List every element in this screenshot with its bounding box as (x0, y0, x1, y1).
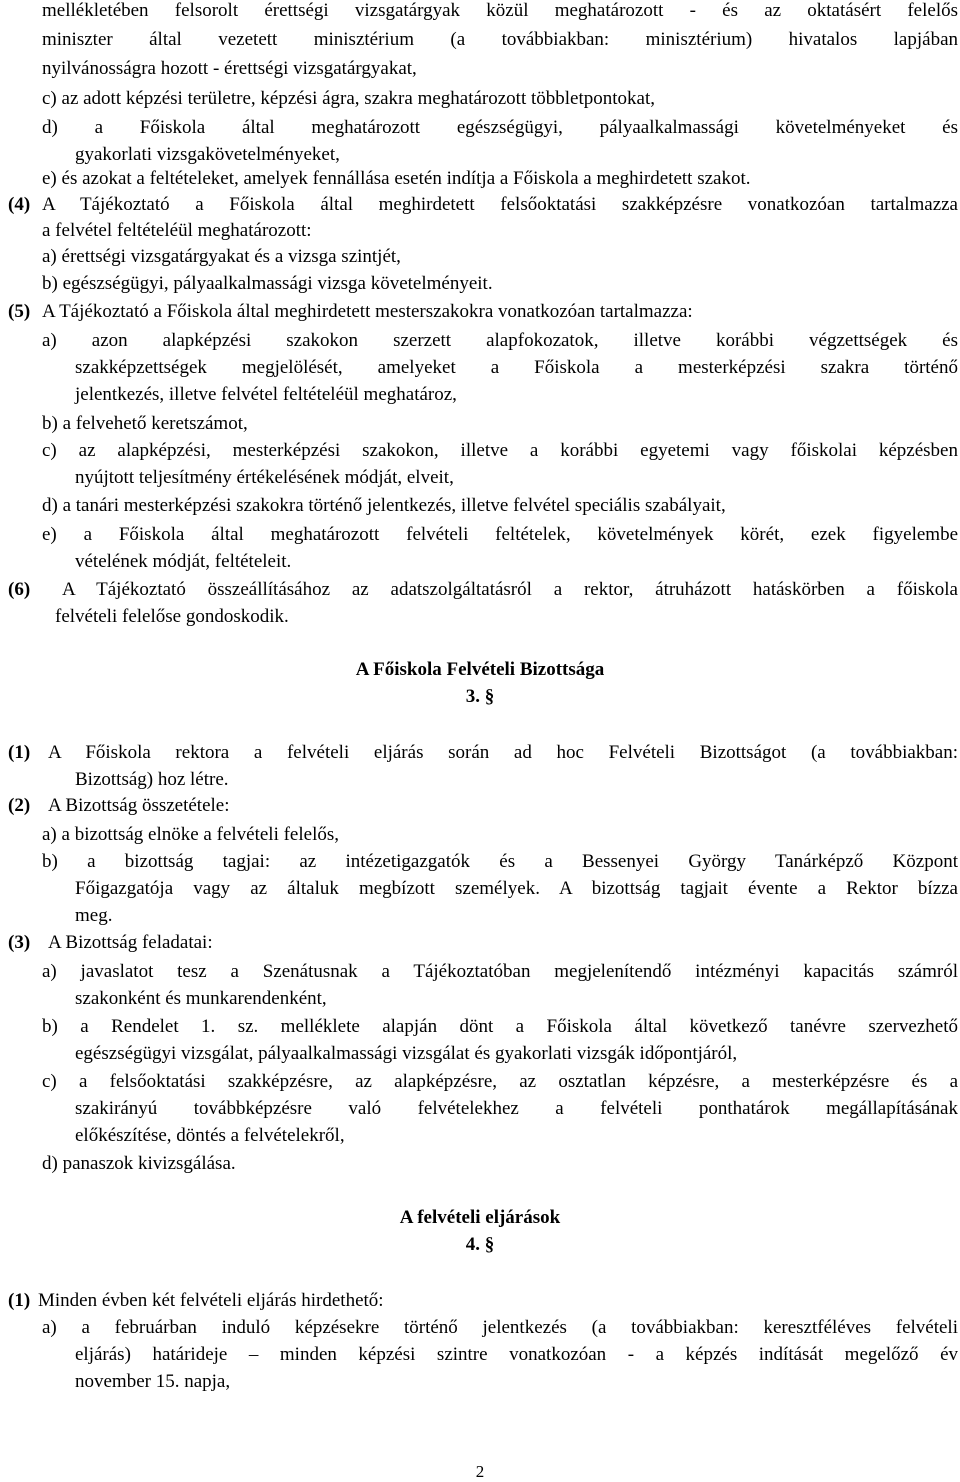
list-item: a) a bizottság elnöke a felvételi felelős, (42, 824, 340, 845)
text-line: A Bizottság feladatai: (48, 932, 213, 953)
section-heading: A Főiskola Felvételi Bizottsága (355, 659, 605, 680)
list-item: d) panaszok kivizsgálása. (42, 1153, 236, 1174)
text-line: meg. (75, 905, 113, 926)
list-item: e) és azokat a feltételeket, amelyek fennállása esetén indítja a Főiskola a meghirdetett szakot. (42, 168, 751, 189)
text-line: Minden évben két felvételi eljárás hirdethető: (38, 1290, 384, 1311)
section-number: 4. § (465, 1234, 495, 1255)
list-item: c) a felsőoktatási szakképzésre, az alapképzésre, az osztatlan képzésre, a mesterképzésre és a (42, 1071, 958, 1092)
list-item: c) az alapképzési, mesterképzési szakokon, illetve a korábbi egyetemi vagy főiskolai képzésben (42, 440, 958, 461)
text-line: eljárás) határideje – minden képzési szintre vonatkozóan - a képzés indítását megelőző év (75, 1344, 958, 1365)
list-item: b) a Rendelet 1. sz. melléklete alapján dönt a Főiskola által következő tanévre szervezhető (42, 1016, 958, 1037)
text-line: egészségügyi vizsgálat, pályaalkalmassági vizsgálat és gyakorlati vizsgák időpontjáról, (75, 1043, 738, 1064)
text-line: A Bizottság összetétele: (48, 795, 230, 816)
list-item: a) azon alapképzési szakokon szerzett alapfokozatok, illetve korábbi végzettségek és (42, 330, 958, 351)
text-line: vételének módját, feltételeit. (75, 551, 292, 572)
text-line: nyilvánosságra hozott - érettségi vizsgatárgyakat, (42, 58, 417, 79)
paragraph-number: (1) (8, 1290, 31, 1311)
list-item: e) a Főiskola által meghatározott felvételi feltételek, követelmények körét, ezek figyelembe (42, 524, 958, 545)
list-item: a) javaslatot tesz a Szenátusnak a Tájékoztatóban megjelenítendő intézményi kapacitás számról (42, 961, 958, 982)
list-item: a) érettségi vizsgatárgyakat és a vizsga szintjét, (42, 246, 401, 267)
text-line: november 15. napja, (75, 1371, 231, 1392)
text-line: felvételi felelőse gondoskodik. (55, 606, 289, 627)
paragraph-number: (6) (8, 579, 31, 600)
text-line: szakonként és munkarendenként, (75, 988, 327, 1009)
text-line: előkészítése, döntés a felvételekről, (75, 1125, 345, 1146)
section-number: 3. § (465, 686, 495, 707)
text-line: A Főiskola rektora a felvételi eljárás során ad hoc Felvételi Bizottságot (a továbbiakban: (48, 742, 958, 763)
text-line: A Tájékoztató a Főiskola által meghirdetett felsőoktatási szakképzésre vonatkozóan tartalmazza (42, 194, 958, 215)
text-line: Főigazgatója vagy az általuk megbízott személyek. A bizottság tagjait évente a Rektor bízza (75, 878, 958, 899)
paragraph-number: (1) (8, 742, 31, 763)
list-item: d) a Főiskola által meghatározott egészségügyi, pályaalkalmassági követelményeket és (42, 117, 958, 138)
text-line: szakirányú továbbképzésre való felvételekhez a felvételi ponthatárok megállapításának (75, 1098, 958, 1119)
text-line: nyújtott teljesítmény értékelésének módját, elveit, (75, 467, 454, 488)
text-line: miniszter által vezetett minisztérium (a továbbiakban: minisztérium) hivatalos lapjában (42, 29, 958, 50)
text-line: gyakorlati vizsgakövetelményeket, (75, 144, 340, 165)
text-line: A Tájékoztató összeállításához az adatszolgáltatásról a rektor, átruházott hatáskörben a főiskola (62, 579, 958, 600)
section-heading: A felvételi eljárások (399, 1207, 561, 1228)
text-line: A Tájékoztató a Főiskola által meghirdetett mesterszakokra vonatkozóan tartalmazza: (42, 301, 693, 322)
paragraph-number: (4) (8, 194, 31, 215)
text-line: szakképzettségek megjelölését, amelyeket a Főiskola a mesterképzési szakra történő (75, 357, 958, 378)
list-item: b) a bizottság tagjai: az intézetigazgatók és a Bessenyei György Tanárképző Központ (42, 851, 958, 872)
text-line: Bizottság) hoz létre. (75, 769, 229, 790)
paragraph-number: (3) (8, 932, 31, 953)
list-item: b) a felvehető keretszámot, (42, 413, 248, 434)
text-line: a felvétel feltételéül meghatározott: (42, 220, 312, 241)
text-line: jelentkezés, illetve felvétel feltételéül meghatároz, (75, 384, 457, 405)
page-number: 2 (475, 1462, 485, 1481)
list-item: a) a februárban induló képzésekre történő jelentkezés (a továbbiakban: keresztféléves felvételi (42, 1317, 958, 1338)
paragraph-number: (5) (8, 301, 31, 322)
paragraph-number: (2) (8, 795, 31, 816)
list-item: b) egészségügyi, pályaalkalmassági vizsga követelményeit. (42, 273, 493, 294)
text-line: mellékletében felsorolt érettségi vizsgatárgyak közül meghatározott - és az oktatásért felelős (42, 0, 958, 21)
list-item: c) az adott képzési területre, képzési ágra, szakra meghatározott többletpontokat, (42, 88, 656, 109)
list-item: d) a tanári mesterképzési szakokra történő jelentkezés, illetve felvétel speciális szabályait, (42, 495, 726, 516)
